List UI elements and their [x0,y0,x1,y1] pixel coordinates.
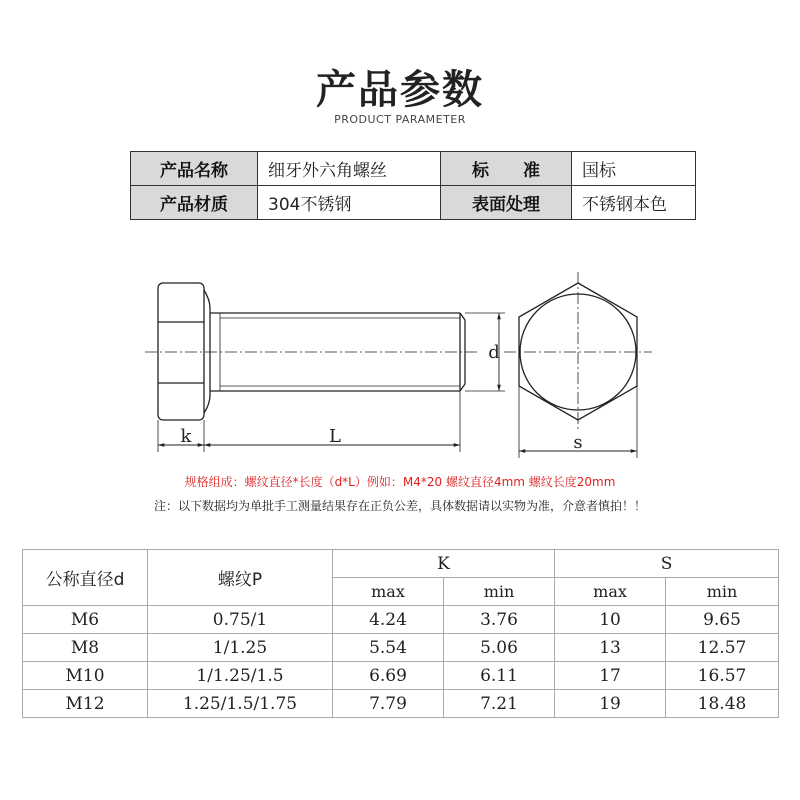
column-header-s: S [555,550,779,578]
column-header-k: K [333,550,555,578]
dimension-table [22,549,779,718]
cell-diameter: M12 [23,690,148,718]
param-value: 不锈钢本色 [572,186,696,220]
dimension-label-s: s [573,432,583,453]
cell-k-min: 5.06 [444,634,555,662]
param-label-part: 标 [472,161,489,181]
param-label: 产品材质 [131,186,258,220]
dimension-label-k: k [180,426,192,447]
cell-s-max: 19 [555,690,666,718]
param-value: 304不锈钢 [258,186,441,220]
column-header-diameter: 公称直径d [23,550,148,606]
cell-s-min: 18.48 [666,690,779,718]
bolt-side-view [145,283,505,452]
column-header-thread: 螺纹P [148,550,333,606]
cell-thread: 1.25/1.5/1.75 [148,690,333,718]
dimension-label-L: L [329,426,341,447]
cell-thread: 1/1.25 [148,634,333,662]
table-header-row [23,550,779,578]
column-header-s-max: max [555,578,666,606]
cell-s-min: 9.65 [666,606,779,634]
table-row [23,662,779,690]
table-row [23,634,779,662]
dimension-label-d: d [488,342,500,363]
page-title: 产品参数 [316,67,484,113]
cell-diameter: M10 [23,662,148,690]
spec-explanation: 规格组成：螺纹直径*长度（d*L）例如：M4*20 螺纹直径4mm 螺纹长度20mm [184,475,616,489]
cell-diameter: M8 [23,634,148,662]
cell-s-min: 12.57 [666,634,779,662]
cell-thread: 1/1.25/1.5 [148,662,333,690]
column-header-k-min: min [444,578,555,606]
param-value: 细牙外六角螺丝 [258,152,441,186]
column-header-s-min: min [666,578,779,606]
cell-s-max: 13 [555,634,666,662]
cell-k-min: 3.76 [444,606,555,634]
cell-thread: 0.75/1 [148,606,333,634]
param-label: 产品名称 [131,152,258,186]
table-row [23,690,779,718]
cell-s-max: 10 [555,606,666,634]
disclaimer-note: 注：以下数据均为单批手工测量结果存在正负公差，具体数据请以实物为准，介意者慎拍！！ [153,499,646,513]
param-label-part: 准 [523,161,540,181]
bolt-end-view [504,272,652,458]
page-subtitle: PRODUCT PARAMETER [334,113,466,126]
cell-k-max: 4.24 [333,606,444,634]
cell-k-max: 6.69 [333,662,444,690]
param-value: 国标 [572,152,696,186]
column-header-k-max: max [333,578,444,606]
cell-k-max: 5.54 [333,634,444,662]
table-row [23,606,779,634]
cell-diameter: M6 [23,606,148,634]
cell-k-min: 7.21 [444,690,555,718]
cell-k-min: 6.11 [444,662,555,690]
cell-s-min: 16.57 [666,662,779,690]
cell-k-max: 7.79 [333,690,444,718]
param-label: 表面处理 [441,186,572,220]
cell-s-max: 17 [555,662,666,690]
